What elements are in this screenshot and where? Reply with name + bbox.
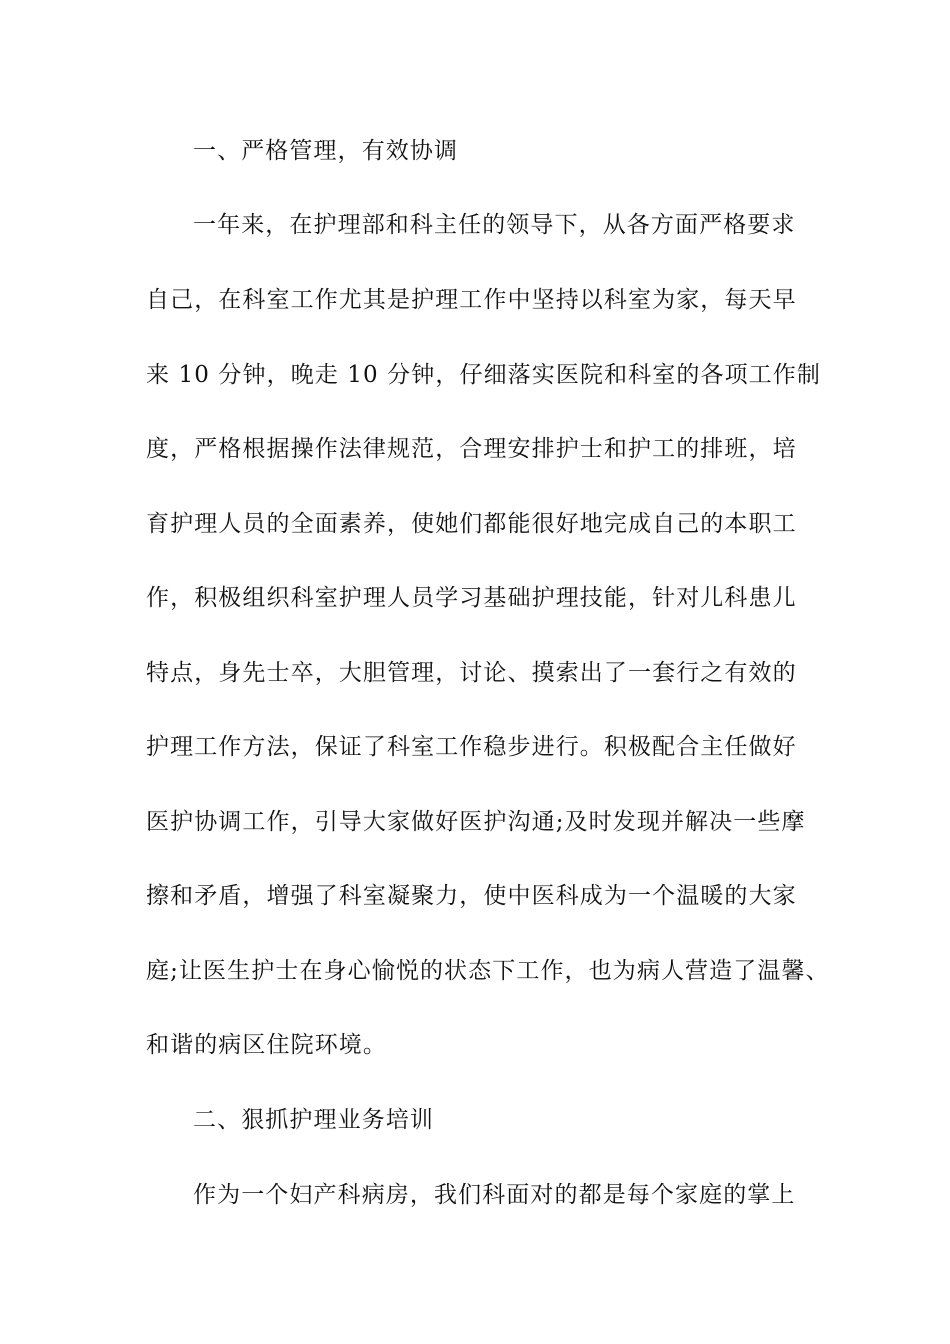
paragraph-line: 一年来，在护理部和科主任的领导下，从各方面严格要求 xyxy=(193,212,796,238)
paragraph-line: 护理工作方法，保证了科室工作稳步进行。积极配合主任做好 xyxy=(146,734,797,760)
paragraph-line: 来 10 分钟，晚走 10 分钟，仔细落实医院和科室的各项工作制 xyxy=(146,362,821,388)
paragraph-line: 和谐的病区住院环境。 xyxy=(146,1032,387,1058)
section-heading-2: 二、狠抓护理业务培训 xyxy=(193,1107,434,1133)
paragraph-line: 自己，在科室工作尤其是护理工作中坚持以科室为家，每天早 xyxy=(146,287,797,313)
paragraph-line: 庭;让医生护士在身心愉悦的状态下工作，也为病人营造了温馨、 xyxy=(146,958,830,984)
paragraph-line: 育护理人员的全面素养，使她们都能很好地完成自己的本职工 xyxy=(146,511,797,537)
paragraph-line: 医护协调工作，引导大家做好医护沟通;及时发现并解决一些摩 xyxy=(146,809,806,835)
paragraph-line: 度，严格根据操作法律规范，合理安排护士和护工的排班，培 xyxy=(146,436,797,462)
paragraph-line: 作，积极组织科室护理人员学习基础护理技能，针对儿科患儿 xyxy=(146,585,797,611)
section-heading-1: 一、严格管理，有效协调 xyxy=(193,138,459,164)
paragraph-line: 特点，身先士卒，大胆管理，讨论、摸索出了一套行之有效的 xyxy=(146,660,797,686)
paragraph-line: 作为一个妇产科病房，我们科面对的都是每个家庭的掌上 xyxy=(193,1182,796,1208)
paragraph-line: 擦和矛盾，增强了科室凝聚力，使中医科成为一个温暖的大家 xyxy=(146,883,797,909)
